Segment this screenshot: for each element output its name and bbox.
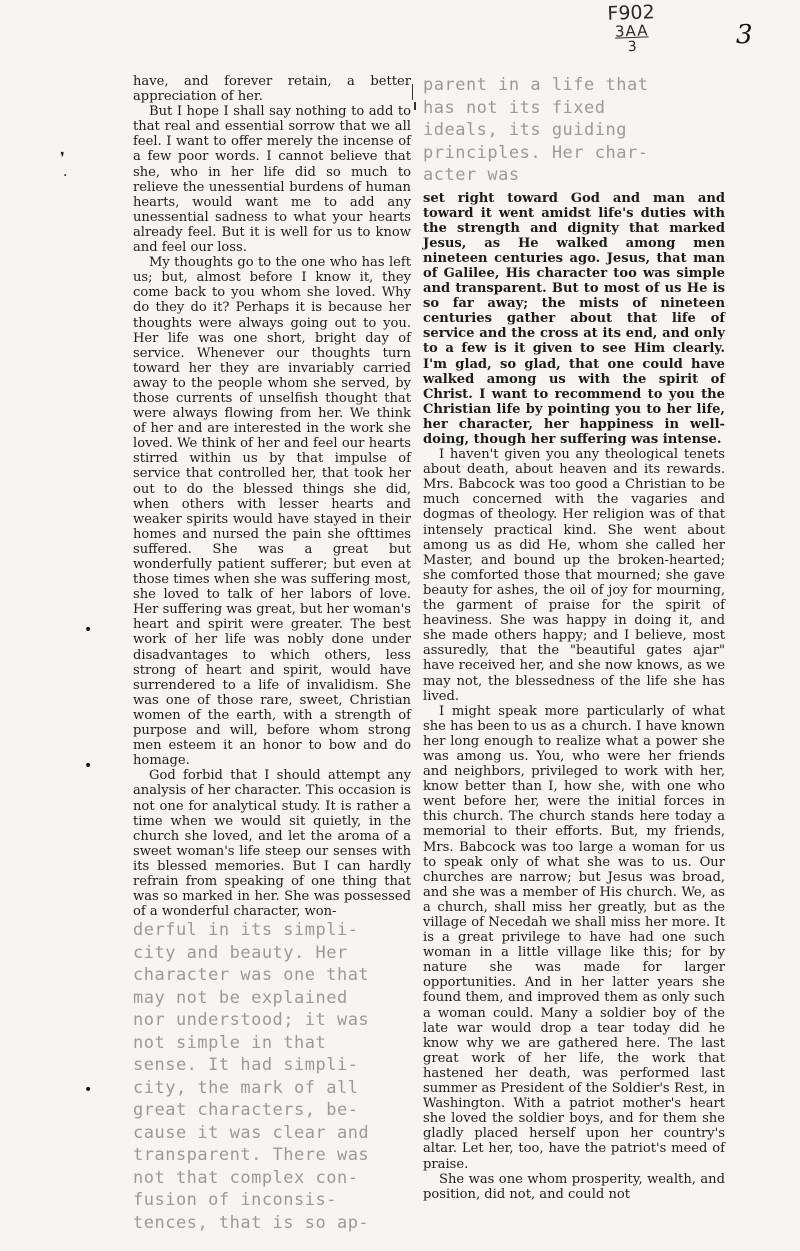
margin-mark: ❜ bbox=[60, 150, 65, 166]
page-number: 3 bbox=[736, 20, 753, 50]
paragraph: But I hope I shall say nothing to add to that real and essential sorrow that we all feel. I want to offer merely the incense of a few poor words. I cannot believe that she, who in her life did so much to relieve the unessential burdens of human hearts, would want me to add any unessential sadness to what your hearts already feel. But it is well for us to know and feel our loss. bbox=[133, 104, 411, 256]
edge-line bbox=[414, 102, 416, 110]
paragraph: have, and forever retain, a better appreciation of her. bbox=[133, 74, 411, 105]
paragraph: I might speak more particularly of what she has been to us as a church. I have known her long enough to realize what a power she was among us. You, who were her friends and neighbors, privileged to work with her, know better than I, how she, with one who went before her, were the initial forces in this church. The church stands here today a memorial to their efforts. But, my friends, Mrs. Babcock was too large a woman for us to speak only of what she was to us. Our churches are narrow; but Jesus was broad, and she was a member of His church. We, as a church, shall miss her greatly, but as the village of Necedah we shall miss her more. It is a great privilege to have had one such woman in a little village like this; for by nature she was made for larger opportunities. And in her latter years she found them, and improved them as only such a woman could. Many a soldier boy of the late war would drop a tear today did he know why we are gathered here. The last great work of her life, the work that hastened her death, was performed last summer as President of the Soldier's Rest, in Washington. With a patriot mother's heart she loved the soldier boys, and for them she gladly placed herself upon her country's altar. Let her, too, have the patriot's meed of praise. bbox=[423, 703, 725, 1172]
left-column bbox=[133, 74, 411, 1234]
paragraph: I haven't given you any theological tenets about death, about heaven and its rewards. Mrs. Babcock was too good a Christian to be much concerned with the vagaries and dogmas of theology. Her religion was of that intensely practical kind. She went about among us as did He, whom she called her Master, and bound up the broken-hearted; she comforted those that mourned; she gave beauty for ashes, the oil of joy for mourning, the garment of praise for the spirit of heaviness. She was happy in doing it, and she made others happy; and I believe, most assuredly, that the "beautiful gates ajar" have received her, and she now knows, as we may not, the blessedness of the life she has lived. bbox=[423, 447, 725, 704]
right-column bbox=[423, 74, 725, 1202]
stamp-line-3: 3 bbox=[627, 38, 637, 55]
stamp-line-2: 3AA bbox=[614, 21, 649, 41]
archive-stamp bbox=[607, 3, 656, 55]
edge-line bbox=[412, 84, 413, 100]
paragraph: set right toward God and man and toward it went amidst life's duties with the strength and dignity that marked Jesus, as He walked among men nineteen centuries ago. Jesus, that man of Galilee, His character too was simple and transparent. But to most of us He is so far away; the mists of nineteen centuries gather about that life of service and the cross at its end, and only to a few is it given to see Him clearly. I'm glad, so glad, that one could have walked among us with the spirit of Christ. I want to recommend to you the Christian life by pointing you to her life, her character, her happiness in well-doing, though her suffering was intense. bbox=[423, 190, 725, 447]
margin-mark: • bbox=[84, 758, 93, 774]
margin-mark: • bbox=[84, 622, 93, 638]
paragraph: She was one whom prosperity, wealth, and position, did not, and could not bbox=[423, 1171, 725, 1202]
margin-mark: • bbox=[84, 1082, 93, 1098]
typed-insert: derful in its simpli- city and beauty. Her character was one that may not be explained nor understood; it was not simple in that sense. It had simpli- city, the mark of all great characters, be- cause it was clear and transparent. There was not that complex con- fusion of inconsis- tences, that is so ap- bbox=[133, 920, 370, 1233]
typed-insert: parent in a life that has not its fixed ideals, its guiding principles. Her char- acter was bbox=[423, 75, 649, 185]
stamp-line-1: F902 bbox=[607, 1, 656, 25]
margin-mark: · bbox=[63, 168, 68, 184]
paragraph: God forbid that I should attempt any analysis of her character. This occasion is not one for analytical study. It is rather a time when we would sit quietly, in the church she loved, and let the aroma of a sweet woman's life steep our senses with its blessed memories. But I can hardly refrain from speaking of one thing that was so marked in her. She was possessed of a wonderful character, won- bbox=[133, 768, 411, 920]
paragraph: My thoughts go to the one who has left us; but, almost before I know it, they come back to you whom she loved. Why do they do it? Perhaps it is because her thoughts were always going out to you. Her life was one short, bright day of service. Whenever our thoughts turn toward her they are invariably carried away to the people whom she served, by those currents of unselfish thought that were always flowing from her. We think of her and are interested in the work she loved. We think of her and feel our hearts stirred within us by that impulse of service that controlled her, that took her out to do the blessed things she did, when others with lesser hearts and weaker spirits would have stayed in their homes and nursed the pain she ofttimes suffered. She was a great but wonderfully patient sufferer; but even at those times when she was suffering most, she loved to talk of her labors of love. Her suffering was great, but her woman's heart and spirit were greater. The best work of her life was nobly done under disadvantages to which others, less strong of heart and spirit, would have surrendered to a life of invalidism. She was one of those rare, sweet, Christian women of the earth, with a strength of purpose and will, before whom strong men esteem it an honor to bow and do homage. bbox=[133, 255, 411, 769]
